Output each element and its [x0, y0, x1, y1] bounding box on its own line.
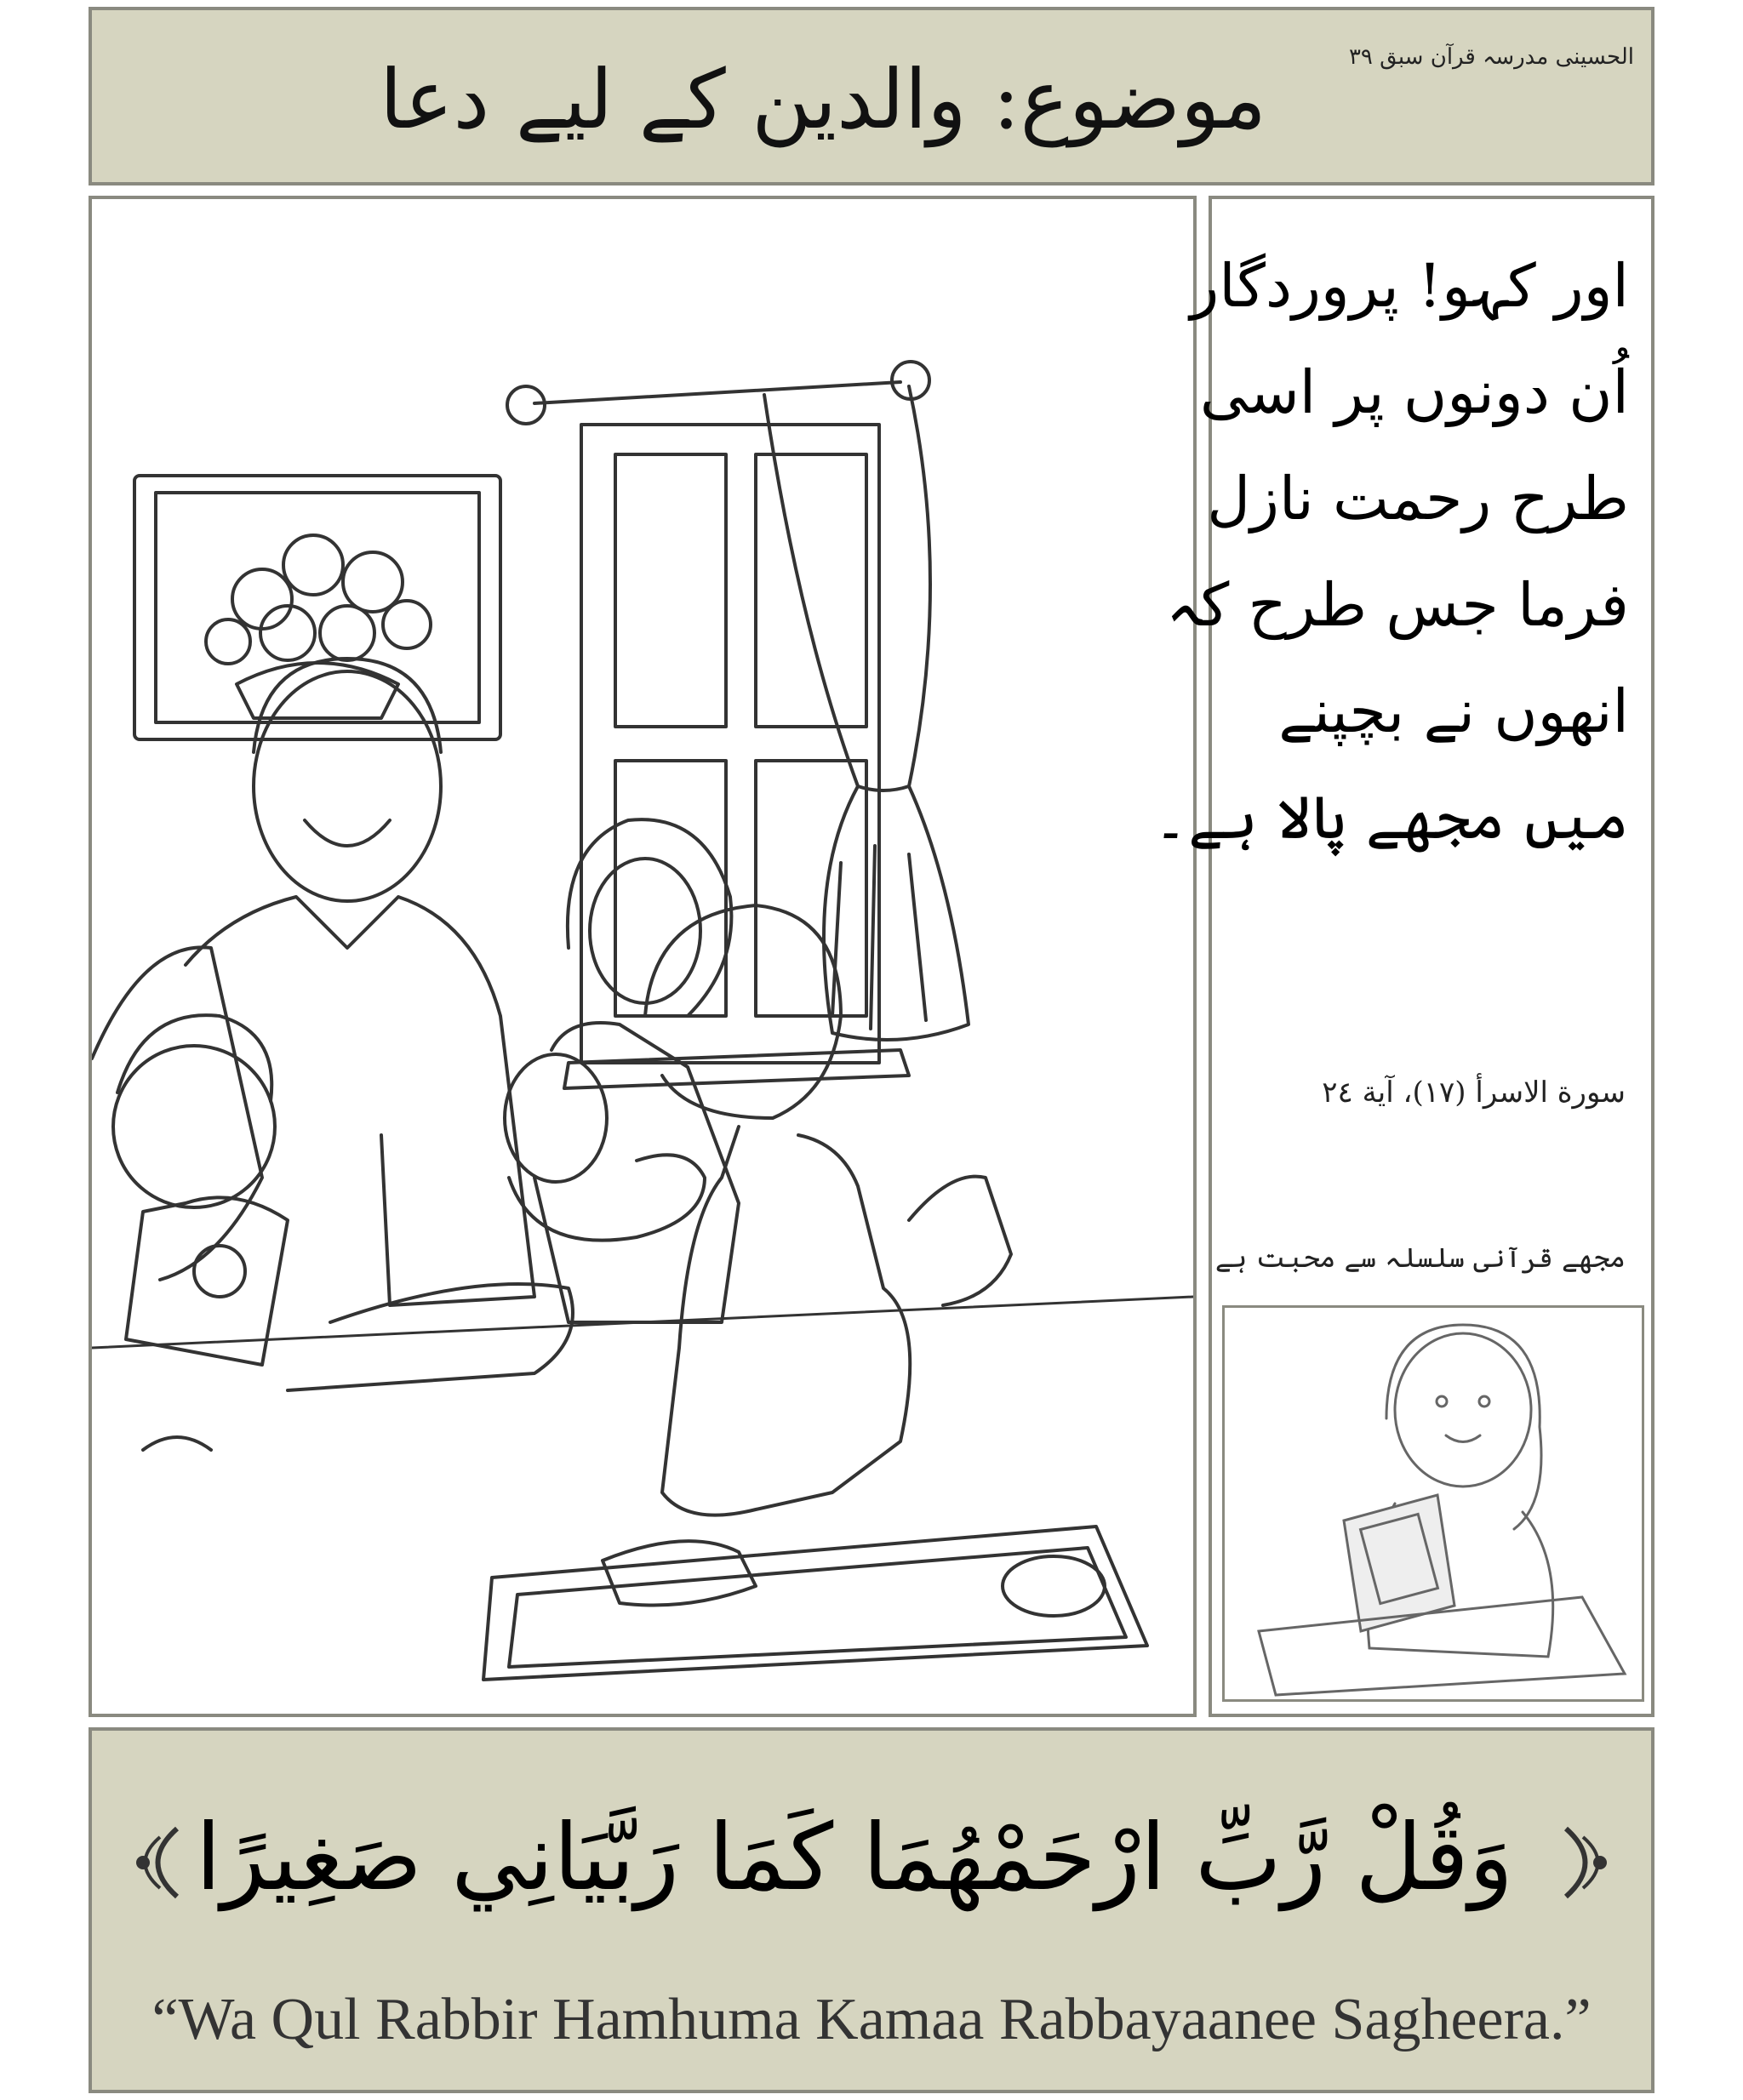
series-love-text: مجھے قرآنی سلسلہ سے محبت ہے	[1214, 1241, 1626, 1274]
translation-line: میں مجھے پالا ہے۔	[1153, 783, 1629, 853]
verse-reference: سورة الاسرأ (١٧)، آية ٢٤	[1322, 1076, 1626, 1110]
verse-bracket-right-icon	[1557, 1824, 1617, 1901]
translation-line: انھوں نے بچپنے	[1278, 676, 1629, 746]
arabic-verse: وَقُلْ رَّبِّ ارْحَمْهُمَا كَمَا رَبَّيَانِي صَغِيرًا	[195, 1805, 1513, 1911]
translation-line: فرما جس طرح کہ	[1165, 570, 1629, 640]
prayer-rug	[483, 1526, 1147, 1680]
page-title: موضوع: والدین کے لیے دعا	[380, 52, 1266, 147]
window	[507, 362, 929, 1088]
verse-bracket-left-icon	[126, 1824, 186, 1901]
translation-line: اور کہو! پروردگار	[1190, 251, 1629, 321]
small-girl-figure	[113, 1015, 288, 1450]
urdu-translation-panel	[1153, 196, 1654, 1717]
translation-line: طرح رحمت نازل	[1207, 464, 1629, 534]
header-banner	[89, 7, 1654, 185]
mother-figure	[534, 819, 739, 1322]
transliteration: “Wa Qul Rabbir Hamhuma Kamaa Rabbayaanee Sagheera.”	[151, 1987, 1592, 2052]
quran-verse-panel	[89, 1727, 1654, 2093]
translation-line: اُن دونوں پر اسی	[1199, 357, 1629, 427]
family-prayer-illustration	[89, 196, 1197, 1717]
flower-picture-frame	[134, 476, 500, 739]
reading-girl-sketch	[1225, 1308, 1642, 1699]
header-caption: الحسینی مدرسہ قرآن سبق ۳۹	[1348, 44, 1634, 70]
urdu-translation	[1153, 233, 1629, 871]
reading-girl-illustration	[1222, 1305, 1644, 1702]
family-line-art	[92, 199, 1193, 1714]
baby-figure	[505, 1054, 705, 1241]
praying-boy-figure	[603, 905, 1011, 1606]
